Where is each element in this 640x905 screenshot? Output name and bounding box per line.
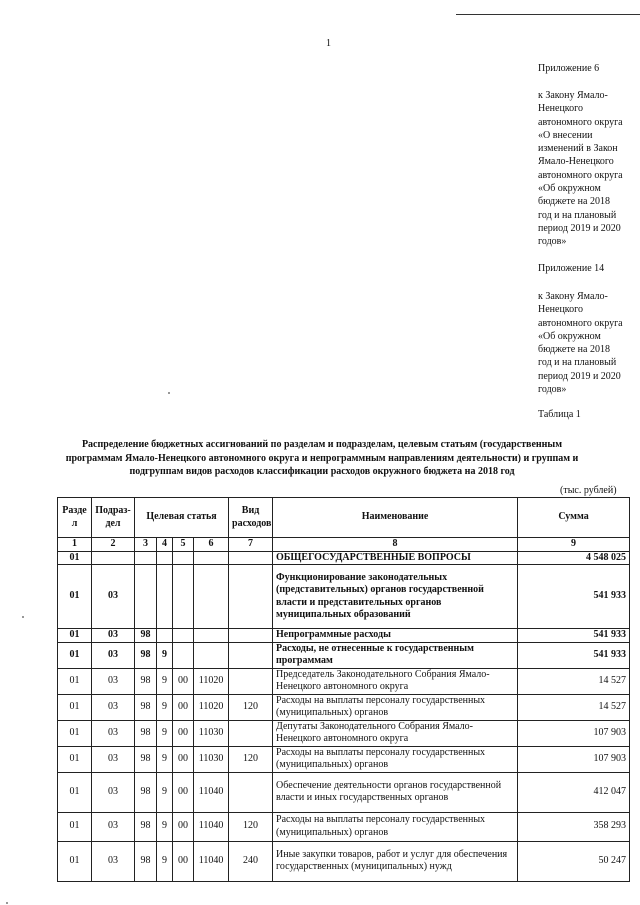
cell-sum: 107 903 xyxy=(518,720,630,746)
col-number: 8 xyxy=(273,538,518,552)
budget-table xyxy=(57,497,630,882)
scan-speck xyxy=(6,902,8,904)
cell-v xyxy=(229,772,273,812)
cell-d: 11040 xyxy=(194,812,229,841)
col-number: 4 xyxy=(157,538,173,552)
table-row xyxy=(58,694,630,720)
cell-r: 01 xyxy=(58,772,92,812)
cell-sum: 4 548 025 xyxy=(518,551,630,565)
cell-v xyxy=(229,668,273,694)
cell-a: 98 xyxy=(135,720,157,746)
cell-p: 03 xyxy=(92,720,135,746)
annex-14-title: Приложение 14 xyxy=(538,263,605,274)
col-number: 9 xyxy=(518,538,630,552)
table-row xyxy=(58,642,630,668)
cell-v: 120 xyxy=(229,812,273,841)
cell-d: 11020 xyxy=(194,694,229,720)
table-row xyxy=(58,772,630,812)
cell-a: 98 xyxy=(135,629,157,643)
header-target: Целевая статья xyxy=(135,498,229,538)
cell-b: 9 xyxy=(157,772,173,812)
cell-a: 98 xyxy=(135,694,157,720)
cell-sum: 358 293 xyxy=(518,812,630,841)
cell-d: 11030 xyxy=(194,746,229,772)
header-section: Разде л xyxy=(58,498,92,538)
cell-name: Непрограммные расходы xyxy=(273,629,518,643)
cell-d: 11030 xyxy=(194,720,229,746)
table-row xyxy=(58,746,630,772)
col-number: 7 xyxy=(229,538,273,552)
table-row xyxy=(58,720,630,746)
scan-speck xyxy=(168,392,170,394)
cell-p: 03 xyxy=(92,772,135,812)
header-sum: Сумма xyxy=(518,498,630,538)
cell-sum: 14 527 xyxy=(518,668,630,694)
cell-b: 9 xyxy=(157,668,173,694)
cell-sum: 50 247 xyxy=(518,841,630,881)
cell-v xyxy=(229,642,273,668)
cell-d xyxy=(194,565,229,629)
annex-14-text: к Закону Ямало- Ненецкого автономного округа «Об окружном бюджете на 2018 год и на плановый период 2019 и 2020 годов» xyxy=(538,291,623,396)
cell-r: 01 xyxy=(58,629,92,643)
cell-v: 120 xyxy=(229,694,273,720)
cell-c xyxy=(173,642,194,668)
cell-c: 00 xyxy=(173,720,194,746)
cell-b: 9 xyxy=(157,812,173,841)
page-number: 1 xyxy=(326,38,331,49)
col-number: 2 xyxy=(92,538,135,552)
table-row xyxy=(58,565,630,629)
col-number: 1 xyxy=(58,538,92,552)
cell-v xyxy=(229,720,273,746)
cell-p xyxy=(92,551,135,565)
cell-a: 98 xyxy=(135,772,157,812)
cell-name: Расходы на выплаты персоналу государственных (муниципальных) органов xyxy=(273,812,518,841)
col-number: 3 xyxy=(135,538,157,552)
table-label: Таблица 1 xyxy=(538,409,581,420)
annex-6-text: к Закону Ямало- Ненецкого автономного округа «О внесении изменений в Закон Ямало-Ненецкого автономного округа «Об окружном бюджете на 2018 год и на плановый период 2019 и 2020 годов» xyxy=(538,90,623,248)
cell-r: 01 xyxy=(58,841,92,881)
cell-b xyxy=(157,551,173,565)
cell-b: 9 xyxy=(157,642,173,668)
cell-b: 9 xyxy=(157,694,173,720)
cell-d: 11020 xyxy=(194,668,229,694)
cell-r: 01 xyxy=(58,551,92,565)
cell-c: 00 xyxy=(173,746,194,772)
cell-b xyxy=(157,629,173,643)
cell-c: 00 xyxy=(173,772,194,812)
cell-name: Расходы на выплаты персоналу государственных (муниципальных) органов xyxy=(273,694,518,720)
cell-p: 03 xyxy=(92,642,135,668)
cell-r: 01 xyxy=(58,565,92,629)
cell-d xyxy=(194,551,229,565)
scan-speck xyxy=(22,616,24,618)
cell-sum: 107 903 xyxy=(518,746,630,772)
units-label: (тыс. рублей) xyxy=(560,485,617,496)
cell-r: 01 xyxy=(58,746,92,772)
cell-name: Обеспечение деятельности органов государственной власти и иных государственных органов xyxy=(273,772,518,812)
cell-b: 9 xyxy=(157,720,173,746)
table-row xyxy=(58,668,630,694)
cell-p: 03 xyxy=(92,812,135,841)
cell-a xyxy=(135,565,157,629)
cell-b xyxy=(157,565,173,629)
cell-name: Председатель Законодательного Собрания Ямало-Ненецкого автономного округа xyxy=(273,668,518,694)
cell-a: 98 xyxy=(135,642,157,668)
cell-sum: 541 933 xyxy=(518,565,630,629)
cell-a xyxy=(135,551,157,565)
table-row xyxy=(58,551,630,565)
cell-r: 01 xyxy=(58,720,92,746)
cell-r: 01 xyxy=(58,668,92,694)
cell-c: 00 xyxy=(173,841,194,881)
cell-name: Депутаты Законодательного Собрания Ямало-Ненецкого автономного округа xyxy=(273,720,518,746)
cell-b: 9 xyxy=(157,841,173,881)
cell-v: 240 xyxy=(229,841,273,881)
cell-p: 03 xyxy=(92,629,135,643)
cell-d: 11040 xyxy=(194,772,229,812)
cell-a: 98 xyxy=(135,668,157,694)
cell-name: Расходы на выплаты персоналу государственных (муниципальных) органов xyxy=(273,746,518,772)
header-type: Вид расходов xyxy=(229,498,273,538)
cell-p: 03 xyxy=(92,668,135,694)
cell-c xyxy=(173,565,194,629)
cell-r: 01 xyxy=(58,642,92,668)
cell-p: 03 xyxy=(92,841,135,881)
table-row xyxy=(58,841,630,881)
cell-c: 00 xyxy=(173,668,194,694)
cell-b: 9 xyxy=(157,746,173,772)
cell-c xyxy=(173,629,194,643)
header-subsection: Подраз- дел xyxy=(92,498,135,538)
col-number: 6 xyxy=(194,538,229,552)
cell-v xyxy=(229,629,273,643)
header-name: Наименование xyxy=(273,498,518,538)
table-header-row xyxy=(58,498,630,538)
cell-c: 00 xyxy=(173,694,194,720)
cell-d: 11040 xyxy=(194,841,229,881)
cell-sum: 541 933 xyxy=(518,642,630,668)
cell-name: Иные закупки товаров, работ и услуг для обеспечения государственных (муниципальных) нужд xyxy=(273,841,518,881)
cell-r: 01 xyxy=(58,694,92,720)
cell-r: 01 xyxy=(58,812,92,841)
cell-p: 03 xyxy=(92,565,135,629)
cell-c xyxy=(173,551,194,565)
cell-name: Расходы, не отнесенные к государственным программам xyxy=(273,642,518,668)
cell-a: 98 xyxy=(135,812,157,841)
document-title: Распределение бюджетных ассигнований по разделам и подразделам, целевым статьям (государственным программам Ямало-Ненецкого автономного округа и непрограммным направлениям деятельности) и группам и подгруппам видов расходов классификации расходов окружного бюджета на 2018 год xyxy=(65,439,579,477)
cell-d xyxy=(194,629,229,643)
cell-sum: 14 527 xyxy=(518,694,630,720)
cell-v xyxy=(229,565,273,629)
cell-a: 98 xyxy=(135,841,157,881)
column-numbers-row xyxy=(58,538,630,552)
cell-c: 00 xyxy=(173,812,194,841)
cell-v xyxy=(229,551,273,565)
cell-d xyxy=(194,642,229,668)
table-row xyxy=(58,629,630,643)
table-row xyxy=(58,812,630,841)
cell-name: ОБЩЕГОСУДАРСТВЕННЫЕ ВОПРОСЫ xyxy=(273,551,518,565)
cell-name: Функционирование законодательных (представительных) органов государственной власти и представительных органов муниципальных образований xyxy=(273,565,518,629)
top-rule xyxy=(456,14,640,15)
annex-6-title: Приложение 6 xyxy=(538,63,600,74)
cell-sum: 541 933 xyxy=(518,629,630,643)
cell-a: 98 xyxy=(135,746,157,772)
col-number: 5 xyxy=(173,538,194,552)
cell-p: 03 xyxy=(92,746,135,772)
cell-sum: 412 047 xyxy=(518,772,630,812)
cell-v: 120 xyxy=(229,746,273,772)
cell-p: 03 xyxy=(92,694,135,720)
